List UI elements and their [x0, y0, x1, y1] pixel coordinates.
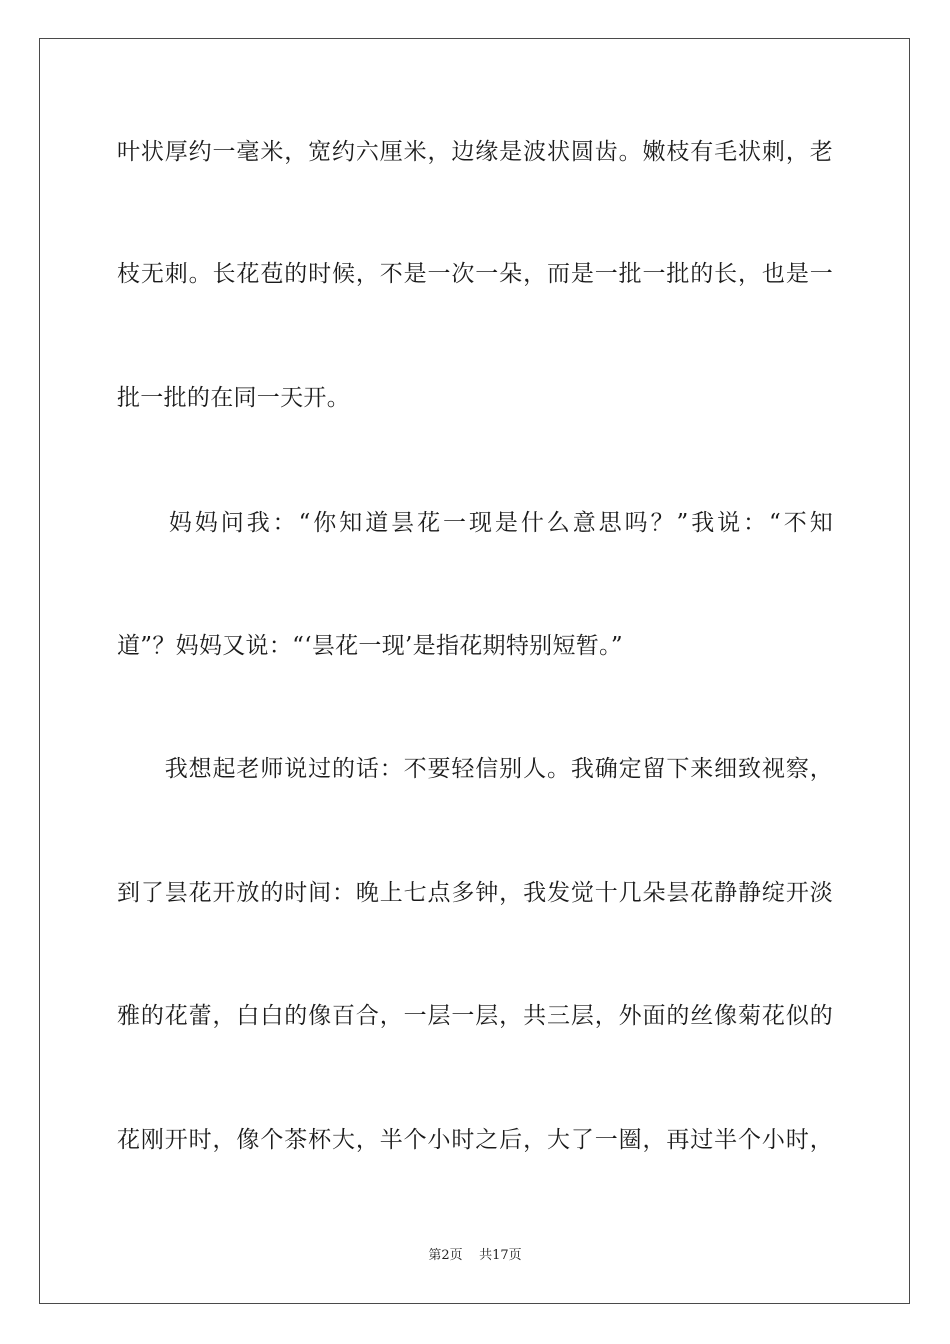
page-border — [39, 38, 910, 1304]
body-line-1: 叶状厚约一毫米，宽约六厘米，边缘是波状圆齿。嫩枝有毛状刺，老 — [117, 139, 833, 165]
body-line-4: 妈妈问我：“你知道昙花一现是什么意思吗？”我说：“不知 — [117, 510, 833, 536]
body-line-5: 道”？妈妈又说：“‘昙花一现’是指花期特别短暂。” — [117, 633, 623, 659]
body-line-9: 花刚开时，像个茶杯大，半个小时之后，大了一圈，再过半个小时， — [117, 1127, 833, 1153]
body-line-8: 雅的花蕾，白白的像百合，一层一层，共三层，外面的丝像菊花似的 — [117, 1003, 833, 1029]
page-total: 共17页 — [479, 1248, 522, 1263]
body-line-2: 枝无刺。长花苞的时候，不是一次一朵，而是一批一批的长，也是一 — [117, 261, 833, 287]
page-footer — [0, 1247, 950, 1265]
page-number: 第2页 — [428, 1248, 463, 1263]
body-line-6: 我想起老师说过的话：不要轻信别人。我确定留下来细致视察， — [117, 756, 833, 782]
body-line-3: 批一批的在同一天开。 — [117, 385, 350, 411]
body-line-7: 到了昙花开放的时间：晚上七点多钟，我发觉十几朵昙花静静绽开淡 — [117, 880, 833, 906]
